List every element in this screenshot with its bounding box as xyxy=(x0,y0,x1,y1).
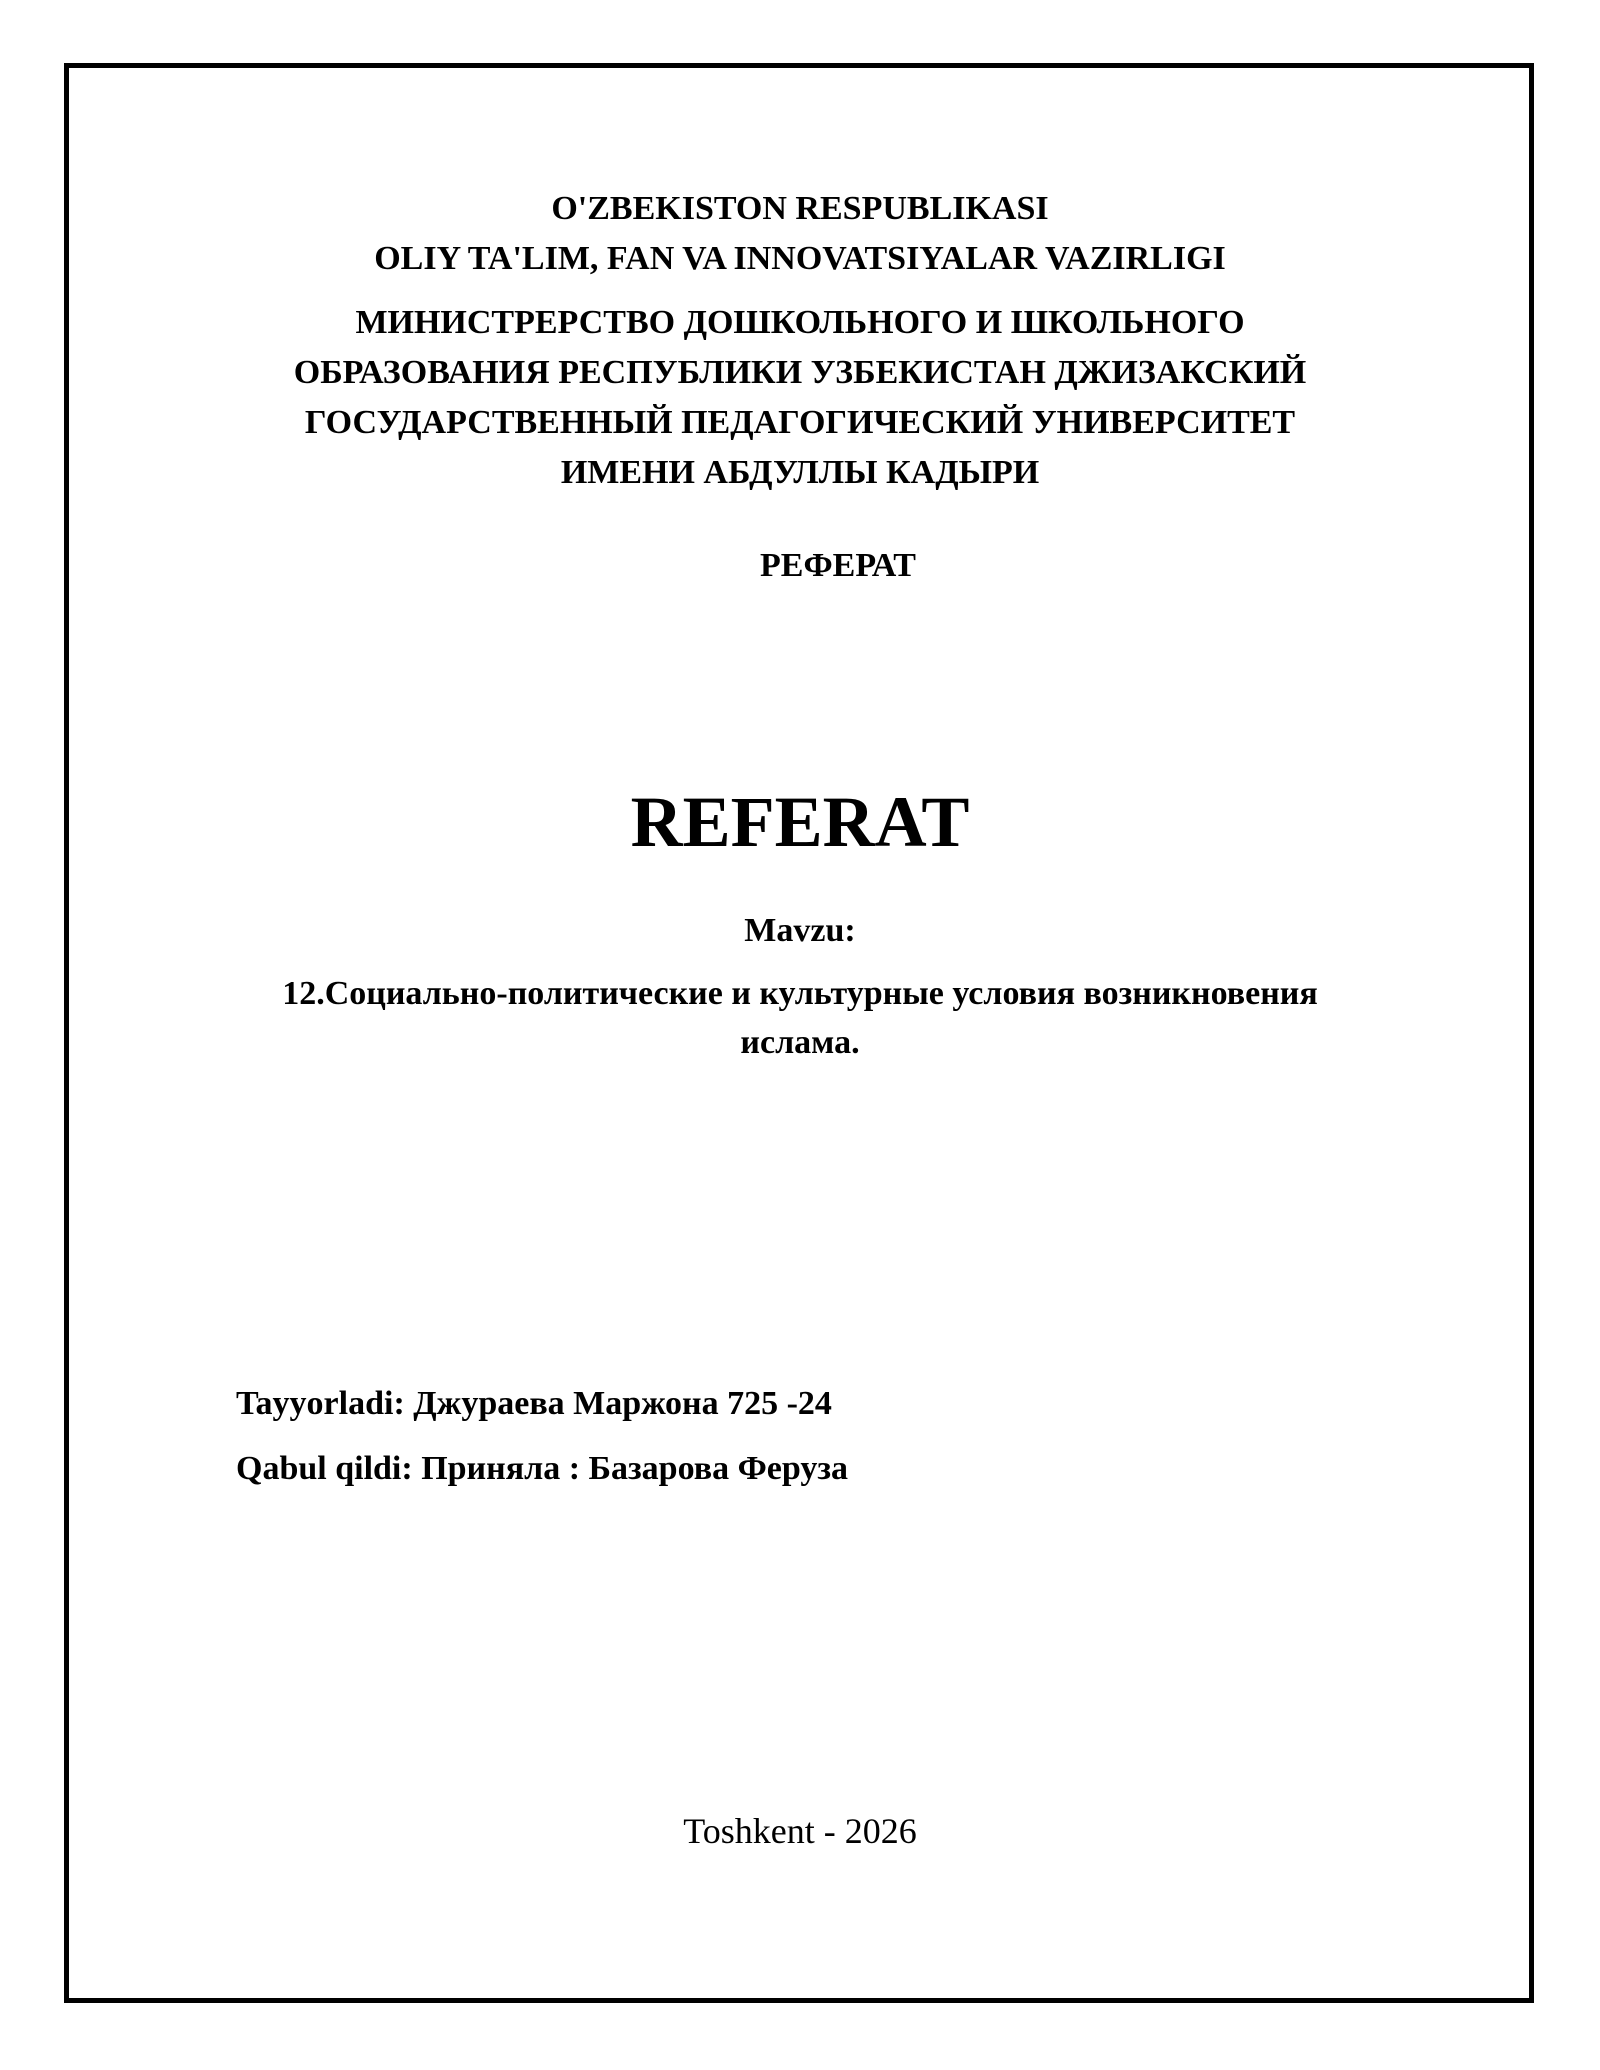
prepared-by: Tayyorladi: Джураева Маржона 725 -24 xyxy=(236,1385,832,1422)
ministry-ru-line-2: ОБРАЗОВАНИЯ РЕСПУБЛИКИ УЗБЕКИСТАН ДЖИЗАКСКИЙ xyxy=(293,354,1307,391)
ministry-ru-block xyxy=(0,298,1600,498)
accepted-by: Qabul qildi: Приняла : Базарова Феруза xyxy=(236,1450,848,1487)
main-title: REFERAT xyxy=(630,782,970,862)
ministry-ru-line-3: ГОСУДАРСТВЕННЫЙ ПЕДАГОГИЧЕСКИЙ УНИВЕРСИТЕТ xyxy=(304,404,1296,441)
header-ministry: OLIY TA'LIM, FAN VA INNOVATSIYALAR VAZIRLIGI xyxy=(374,240,1226,277)
topic-line-1: 12.Социально-политические и культурные условия возникновения xyxy=(282,975,1318,1012)
topic-line-2: ислама. xyxy=(740,1024,860,1061)
topic-label: Mavzu: xyxy=(744,912,856,949)
header-country: O'ZBEKISTON RESPUBLIKASI xyxy=(551,190,1049,227)
ministry-ru-line-1: МИНИСТРЕРСТВО ДОШКОЛЬНОГО И ШКОЛЬНОГО xyxy=(355,304,1245,341)
city-year: Toshkent - 2026 xyxy=(683,1811,917,1851)
doc-type-ru: РЕФЕРАТ xyxy=(760,547,916,584)
ministry-ru-line-4: ИМЕНИ АБДУЛЛЫ КАДЫРИ xyxy=(560,454,1040,491)
